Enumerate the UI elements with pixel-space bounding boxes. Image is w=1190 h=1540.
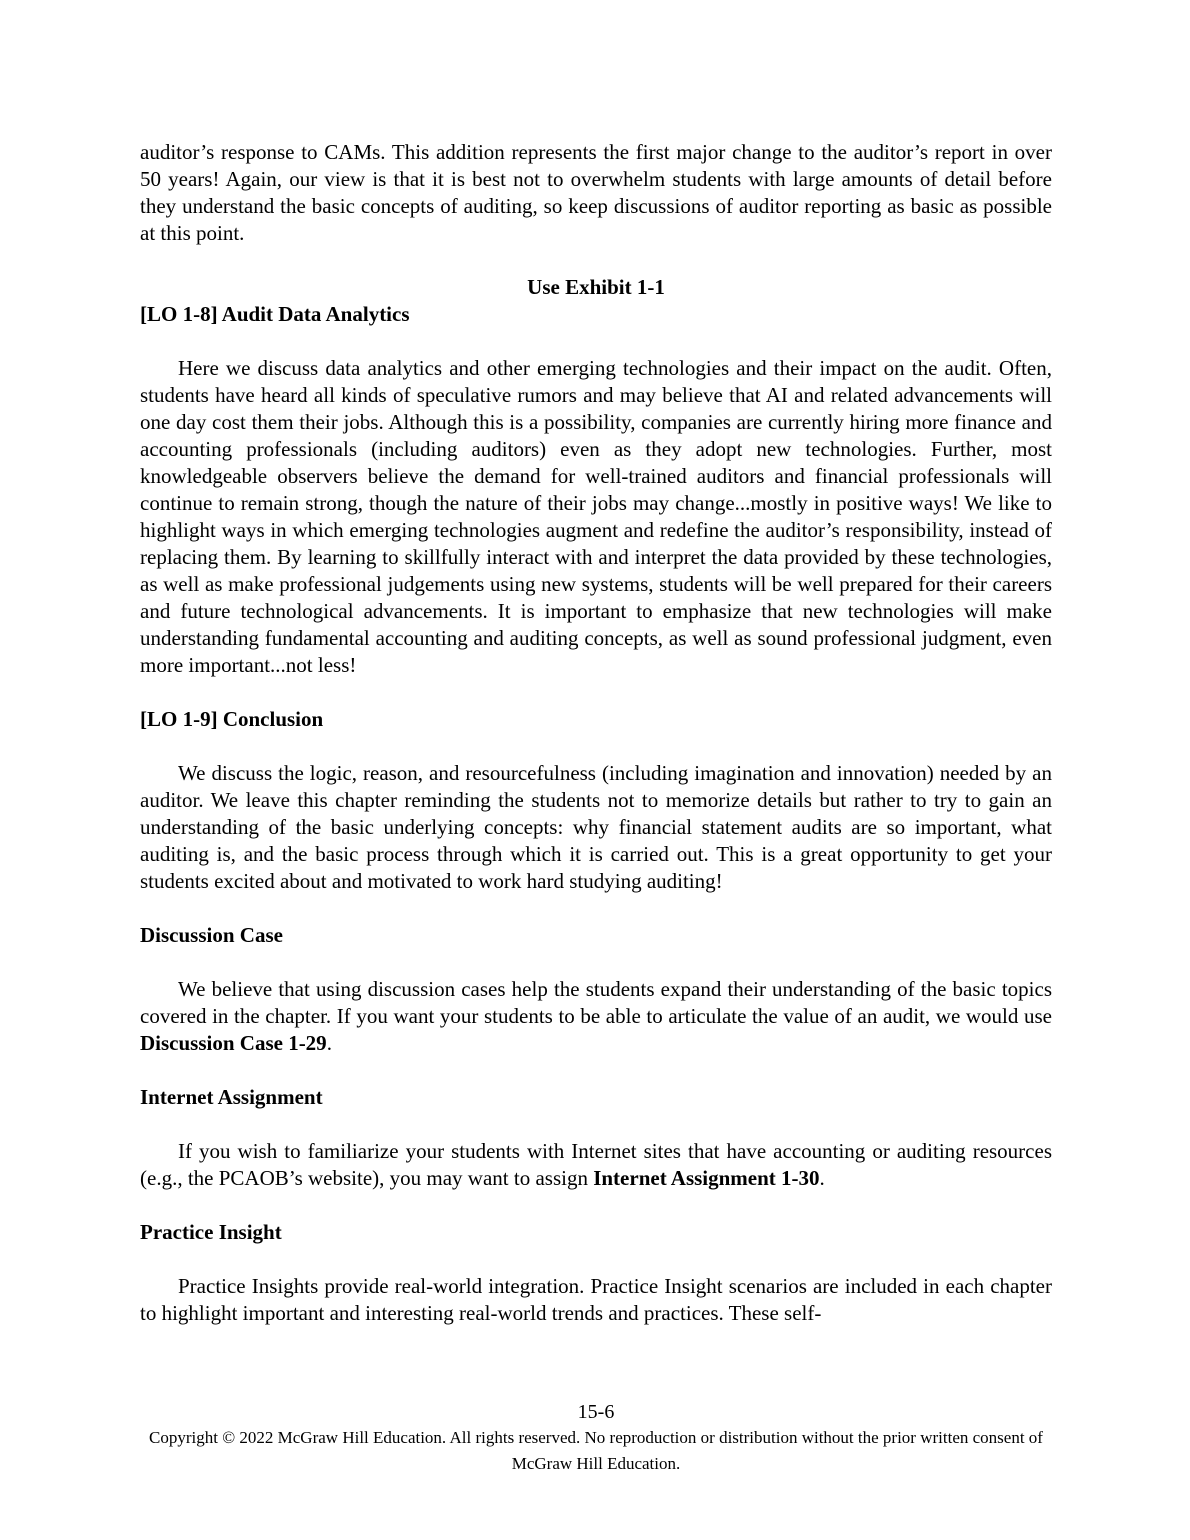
paragraph-practice-insight: Practice Insights provide real-world integration. Practice Insight scenarios are included in each chapter to highlight important and interesting real-world trends and practices. These self- — [140, 1274, 1052, 1325]
bold-reference-internet-assignment-1-30: Internet Assignment 1-30 — [593, 1166, 820, 1190]
bold-reference-discussion-case-1-29: Discussion Case 1-29 — [140, 1031, 327, 1055]
section-heading-audit-data-analytics: [LO 1-8] Audit Data Analytics — [140, 302, 410, 326]
text-run: . — [326, 1031, 332, 1055]
page-number: 15-6 — [577, 1401, 615, 1423]
section-heading-conclusion: [LO 1-9] Conclusion — [140, 707, 324, 731]
section-heading-discussion-case: Discussion Case — [140, 923, 283, 947]
section-heading-internet-assignment: Internet Assignment — [140, 1085, 323, 1109]
section-heading-practice-insight: Practice Insight — [140, 1220, 282, 1244]
paragraph-audit-data-analytics: Here we discuss data analytics and other emerging technologies and their impact on the audit. Often, students have heard all kinds of speculative rumors and may believe that AI and related advancements will one day cost them their jobs. Although this is a possibility, companies are currently hiring more finance and accounting professionals (including auditors) even as they adopt new technologies. Further, most knowledgeable observers believe the demand for well-trained auditors and financial professionals will continue to remain strong, though the nature of their jobs may change...mostly in positive ways! We like to highlight ways in which emerging technologies augment and redefine the auditor’s responsibility, instead of replacing them. By learning to skillfully interact with and interpret the data provided by these technologies, as well as make professional judgements using new systems, students will be well prepared for their careers and future technological advancements. It is important to emphasize that new technologies will make understanding fundamental accounting and auditing concepts, as well as sound professional judgment, even more important...not less! — [140, 356, 1052, 677]
copyright-notice: Copyright © 2022 McGraw Hill Education. All rights reserved. No reproduction or distribution without the prior written consent of McGraw Hill Education. — [149, 1428, 1043, 1473]
exhibit-heading: Use Exhibit 1-1 — [527, 275, 665, 299]
page-footer — [140, 1399, 1052, 1477]
paragraph-auditor-response: auditor’s response to CAMs. This addition represents the first major change to the auditor’s report in over 50 years! Again, our view is that it is best not to overwhelm students with large amounts of detail before they understand the basic concepts of auditing, so keep discussions of auditor reporting as basic as possible at this point. — [140, 140, 1052, 245]
paragraph-discussion-case — [140, 976, 1052, 1057]
paragraph-conclusion: We discuss the logic, reason, and resourcefulness (including imagination and innovation) needed by an auditor. We leave this chapter reminding the students not to memorize details but rather to try to gain an understanding of the basic underlying concepts: why financial statement audits are so important, what auditing is, and the basic process through which it is carried out. This is a great opportunity to get your students excited about and motivated to work hard studying auditing! — [140, 761, 1052, 893]
text-run: . — [819, 1166, 825, 1190]
paragraph-internet-assignment — [140, 1138, 1052, 1192]
text-run: If you wish to familiarize your students with Internet sites that have accounting or auditing resources (e.g., the PCAOB’s website), you may want to assign — [140, 1139, 1052, 1190]
text-run: We believe that using discussion cases help the students expand their understanding of the basic topics covered in the chapter. If you want your students to be able to articulate the value of an audit, we would use — [140, 977, 1052, 1028]
